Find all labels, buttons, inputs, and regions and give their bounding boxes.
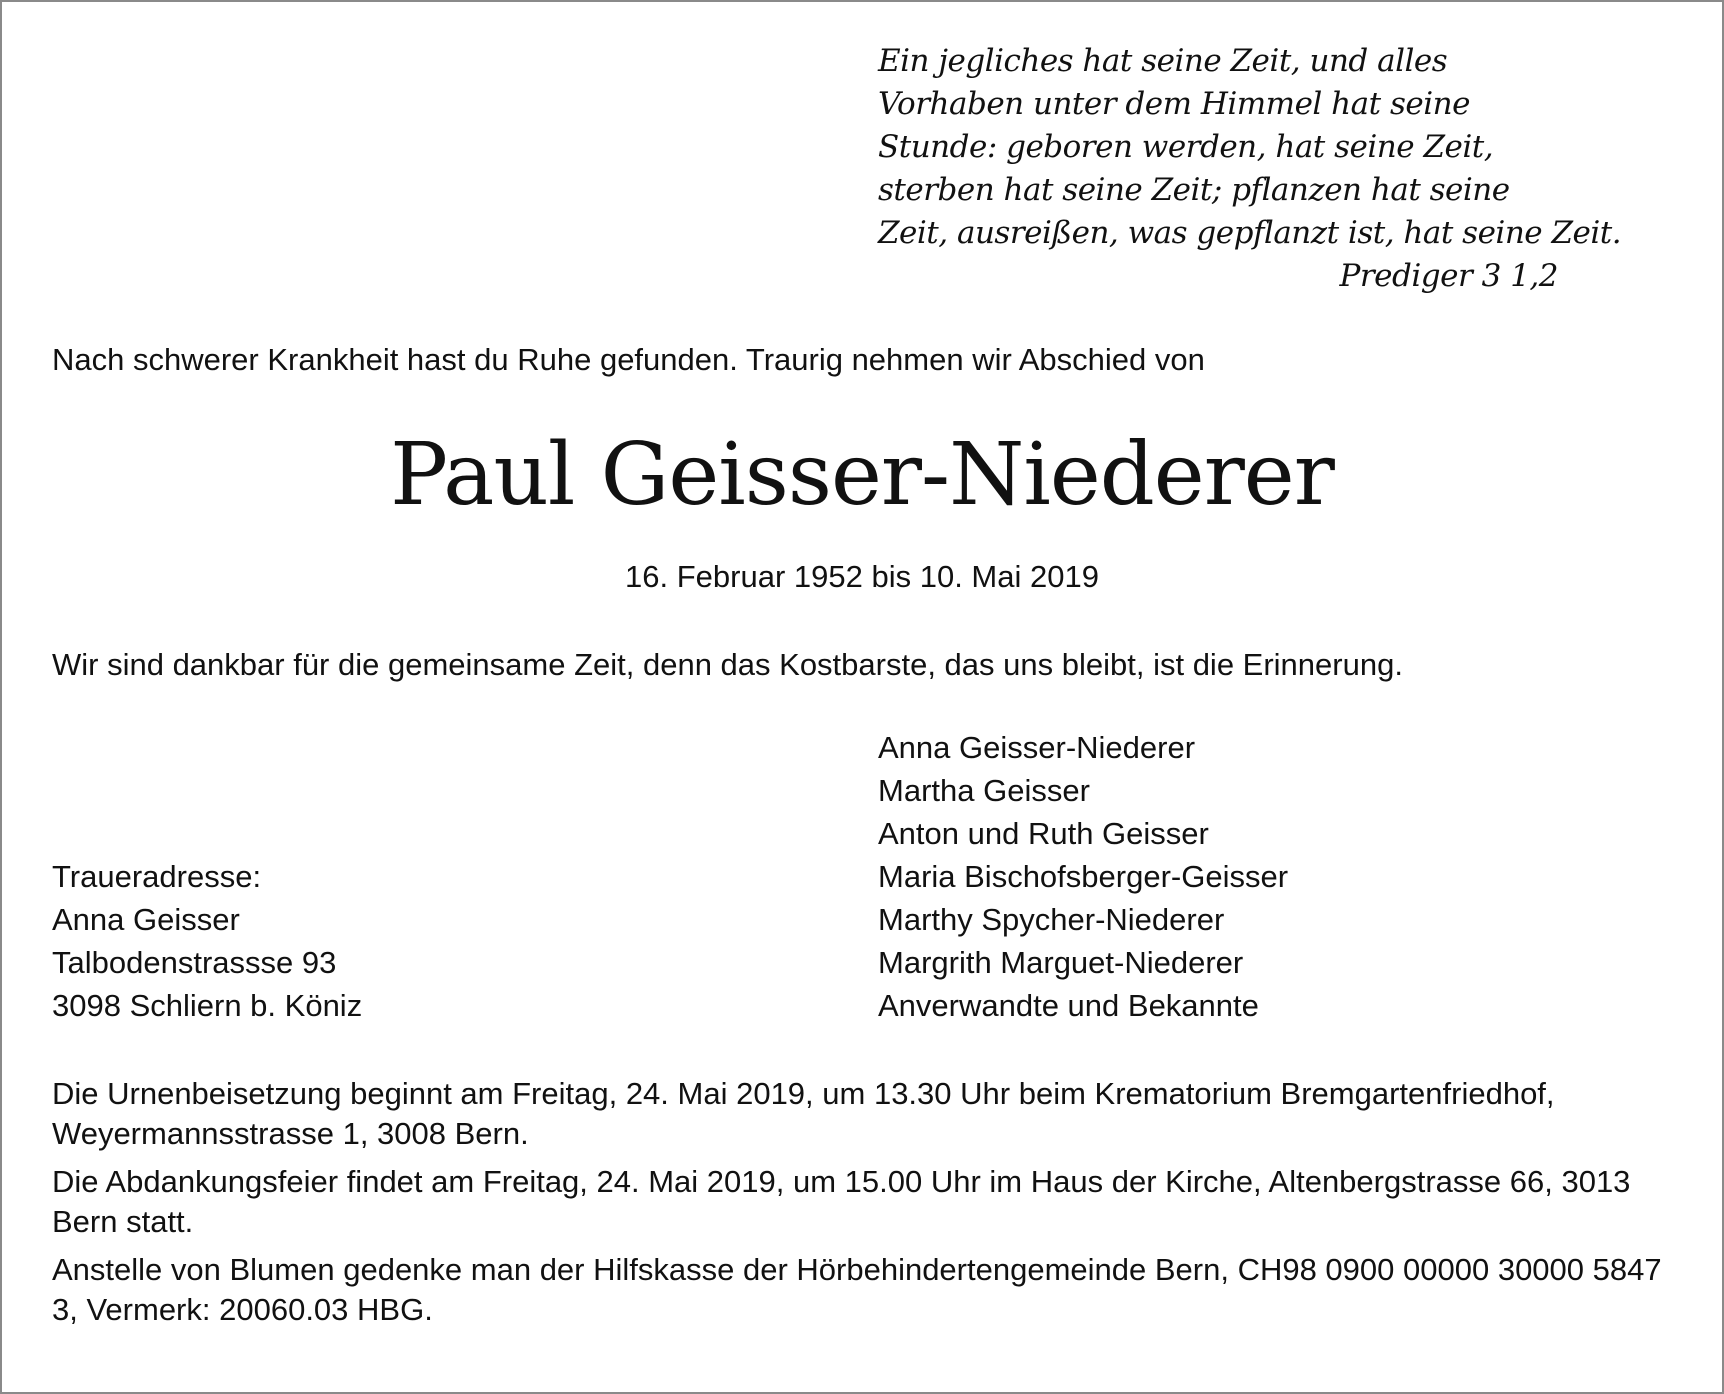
address-city: 3098 Schliern b. Köniz [52, 988, 363, 1023]
verse-line: sterben hat seine Zeit; pflanzen hat seine [878, 172, 1510, 208]
verse-line: Ein jegliches hat seine Zeit, und alles [878, 43, 1448, 79]
mourner-name: Margrith Marguet-Niederer [878, 945, 1244, 980]
verse-line: Zeit, ausreißen, was gepflanzt ist, hat seine Zeit. [878, 215, 1622, 251]
verse-line: Stunde: geboren werden, hat seine Zeit, [878, 129, 1494, 165]
mourner-name: Anna Geisser-Niederer [878, 730, 1196, 765]
ceremony-notice: Die Abdankungsfeier findet am Freitag, 24. Mai 2019, um 15.00 Uhr im Haus der Kirche, Altenbergstrasse 66, 3013 Bern statt. [52, 1164, 1631, 1239]
life-dates: 16. Februar 1952 bis 10. Mai 2019 [625, 559, 1099, 594]
address-label: Traueradresse: [52, 859, 262, 894]
bible-verse [878, 40, 1622, 298]
mourning-address [52, 855, 362, 1027]
mourner-name: Martha Geisser [878, 773, 1090, 808]
address-street: Talbodenstrassse 93 [52, 945, 337, 980]
burial-notice: Die Urnenbeisetzung beginnt am Freitag, 24. Mai 2019, um 13.30 Uhr beim Krematorium Bremgartenfriedhof, Weyermannsstrasse 1, 3008 Bern. [52, 1076, 1555, 1151]
gratitude-text: Wir sind dankbar für die gemeinsame Zeit, denn das Kostbarste, das uns bleibt, ist die Erinnerung. [52, 647, 1403, 682]
address-name: Anna Geisser [52, 902, 240, 937]
mourner-name: Anverwandte und Bekannte [878, 988, 1259, 1023]
verse-line: Vorhaben unter dem Himmel hat seine [878, 86, 1470, 122]
verse-source: Prediger 3 1,2 [1339, 258, 1558, 294]
mourners-list [878, 726, 1288, 1027]
mourner-name: Marthy Spycher-Niederer [878, 902, 1225, 937]
donation-notice: Anstelle von Blumen gedenke man der Hilfskasse der Hörbehindertengemeinde Bern, CH98 0900 00000 30000 5847 3, Vermerk: 20060.03 HBG. [52, 1252, 1662, 1327]
deceased-name: Paul Geisser-Niederer [390, 425, 1334, 525]
mourner-name: Maria Bischofsberger-Geisser [878, 859, 1289, 894]
mourner-name: Anton und Ruth Geisser [878, 816, 1209, 851]
intro-text: Nach schwerer Krankheit hast du Ruhe gefunden. Traurig nehmen wir Abschied von [52, 342, 1205, 377]
funeral-notices [52, 1074, 1692, 1338]
